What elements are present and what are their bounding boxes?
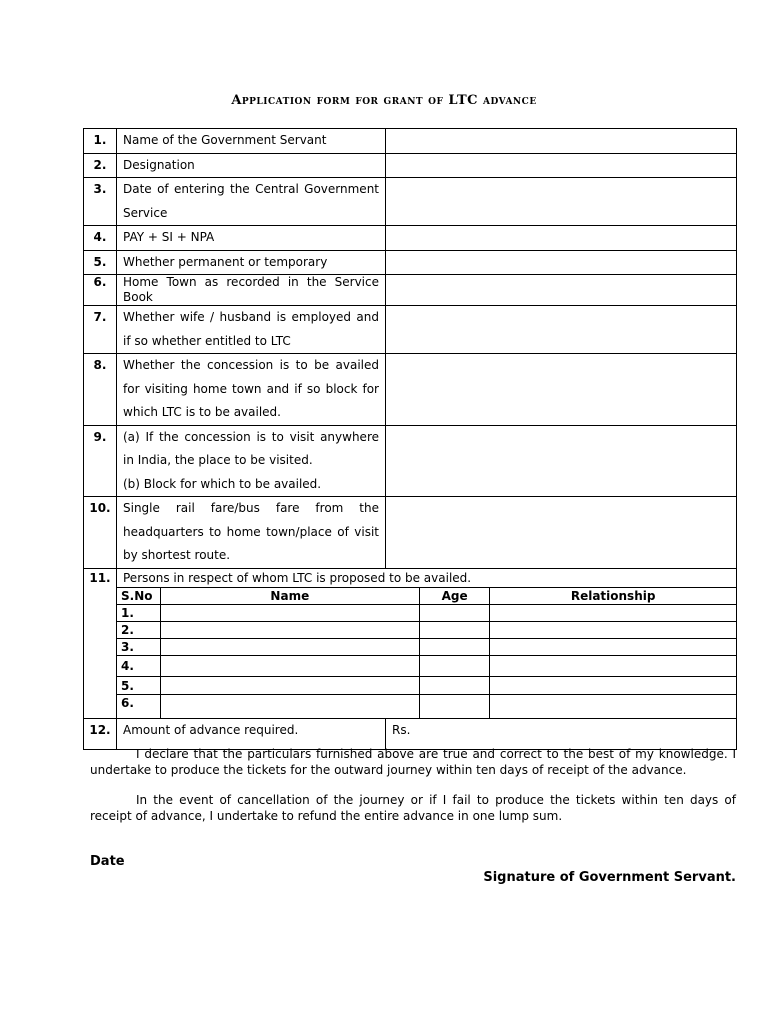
- row-label: Amount of advance required.: [117, 719, 386, 750]
- form-row-5: [84, 250, 737, 275]
- row-label: Date of entering the Central Government Service: [117, 178, 386, 226]
- row-number: 6.: [84, 275, 117, 306]
- form-row-2: [84, 153, 737, 178]
- row-number: 9.: [84, 425, 117, 497]
- person-name-field[interactable]: [160, 694, 419, 718]
- row-number: 2.: [84, 153, 117, 178]
- row-label: Whether permanent or temporary: [117, 250, 386, 275]
- row-number: 11.: [84, 568, 117, 719]
- person-row: [117, 621, 736, 638]
- name-header: Name: [160, 588, 419, 605]
- spouse-ltc-field[interactable]: [386, 306, 737, 354]
- age-header: Age: [419, 588, 489, 605]
- form-row-8: [84, 354, 737, 426]
- persons-table: [117, 588, 736, 719]
- person-name-field[interactable]: [160, 655, 419, 676]
- row-label: Single rail fare/bus fare from the headquarters to home town/place of visit by shortest route.: [117, 497, 386, 569]
- row-label-b: (b) Block for which to be availed.: [123, 476, 322, 491]
- permanence-field[interactable]: [386, 250, 737, 275]
- person-row: [117, 638, 736, 655]
- form-row-9: [84, 425, 737, 497]
- row-number: 8.: [84, 354, 117, 426]
- person-age-field[interactable]: [419, 676, 489, 694]
- person-age-field[interactable]: [419, 604, 489, 621]
- person-row: [117, 655, 736, 676]
- person-serial: 6.: [117, 694, 160, 718]
- person-relationship-field[interactable]: [490, 655, 736, 676]
- form-title: Application form for grant of LTC advance: [231, 93, 537, 108]
- person-name-field[interactable]: [160, 676, 419, 694]
- refund-paragraph: In the event of cancellation of the journey or if I fail to produce the tickets within ten days of receipt of advance, I undertake to refund the entire advance in one lump sum.: [90, 793, 736, 823]
- home-town-block-field[interactable]: [386, 354, 737, 426]
- person-relationship-field[interactable]: [490, 676, 736, 694]
- person-relationship-field[interactable]: [490, 638, 736, 655]
- row-number: 4.: [84, 226, 117, 251]
- person-name-field[interactable]: [160, 621, 419, 638]
- row-label: Home Town as recorded in the Service Book: [117, 275, 386, 306]
- person-name-field[interactable]: [160, 604, 419, 621]
- signature-label: Signature of Government Servant.: [483, 870, 736, 885]
- person-age-field[interactable]: [419, 621, 489, 638]
- relationship-header: Relationship: [490, 588, 736, 605]
- form-row-1: [84, 129, 737, 154]
- row-number: 12.: [84, 719, 117, 750]
- persons-section: [117, 568, 737, 719]
- application-form-table: [83, 128, 737, 750]
- row-label: Name of the Government Servant: [117, 129, 386, 154]
- person-serial: 4.: [117, 655, 160, 676]
- persons-header-row: [117, 588, 736, 605]
- pay-field[interactable]: [386, 226, 737, 251]
- person-name-field[interactable]: [160, 638, 419, 655]
- row-number: 5.: [84, 250, 117, 275]
- row-label: Whether wife / husband is employed and if so whether entitled to LTC: [117, 306, 386, 354]
- person-serial: 2.: [117, 621, 160, 638]
- person-relationship-field[interactable]: [490, 604, 736, 621]
- person-row: [117, 694, 736, 718]
- persons-label: Persons in respect of whom LTC is proposed to be availed.: [117, 569, 736, 588]
- person-serial: 3.: [117, 638, 160, 655]
- home-town-field[interactable]: [386, 275, 737, 306]
- form-row-7: [84, 306, 737, 354]
- fare-field[interactable]: [386, 497, 737, 569]
- row-number: 3.: [84, 178, 117, 226]
- row-number: 7.: [84, 306, 117, 354]
- form-row-10: [84, 497, 737, 569]
- row-number: 10.: [84, 497, 117, 569]
- person-row: [117, 676, 736, 694]
- row-label: Designation: [117, 153, 386, 178]
- form-row-6: [84, 275, 737, 306]
- entry-date-field[interactable]: [386, 178, 737, 226]
- person-relationship-field[interactable]: [490, 621, 736, 638]
- row-label: [117, 425, 386, 497]
- sno-header: S.No: [117, 588, 160, 605]
- date-label: Date: [90, 854, 125, 869]
- person-age-field[interactable]: [419, 638, 489, 655]
- form-row-11: [84, 568, 737, 719]
- person-serial: 1.: [117, 604, 160, 621]
- person-age-field[interactable]: [419, 694, 489, 718]
- form-row-12: [84, 719, 737, 750]
- row-label: Whether the concession is to be availed for visiting home town and if so block for which LTC is to be availed.: [117, 354, 386, 426]
- person-age-field[interactable]: [419, 655, 489, 676]
- designation-field[interactable]: [386, 153, 737, 178]
- form-row-4: [84, 226, 737, 251]
- person-serial: 5.: [117, 676, 160, 694]
- currency-label: Rs.: [392, 723, 411, 737]
- form-row-3: [84, 178, 737, 226]
- person-relationship-field[interactable]: [490, 694, 736, 718]
- place-block-field[interactable]: [386, 425, 737, 497]
- advance-amount-field[interactable]: [386, 719, 737, 750]
- row-label: PAY + SI + NPA: [117, 226, 386, 251]
- declaration-paragraph: I declare that the particulars furnished above are true and correct to the best of my knowledge. I undertake to produce the tickets for the outward journey within ten days of receipt of the advance.: [90, 747, 736, 777]
- person-row: [117, 604, 736, 621]
- row-number: 1.: [84, 129, 117, 154]
- name-field[interactable]: [386, 129, 737, 154]
- row-label-a: (a) If the concession is to visit anywhere in India, the place to be visited.: [123, 429, 379, 467]
